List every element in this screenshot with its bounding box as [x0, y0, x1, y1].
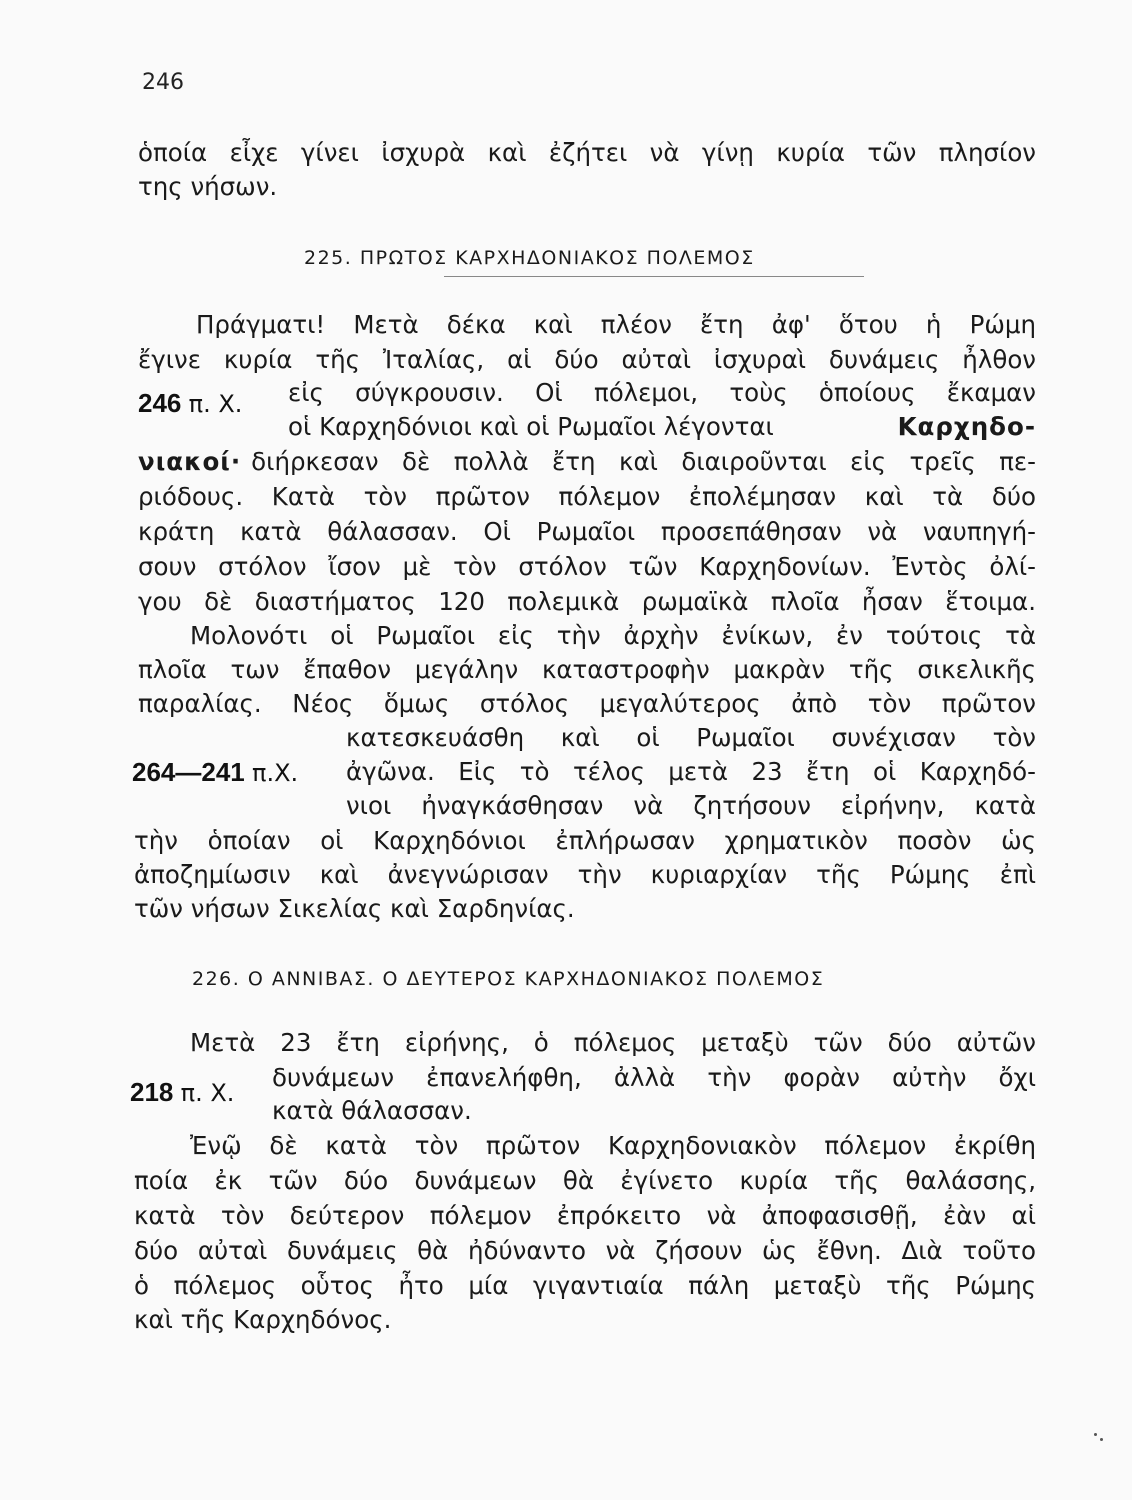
s225-line-5-text: διήρκεσαν δὲ πολλὰ ἔτη καὶ διαιροῦνται εἰς τρεῖς πε- — [251, 447, 1036, 476]
s225-line-16: τὴν ὁποίαν οἱ Καρχηδόνιοι ἐπλήρωσαν χρηματικὸν ποσὸν ὡς — [134, 826, 1036, 855]
margin-date-264-241-num: 264—241 — [132, 757, 245, 787]
s225-line-12: παραλίας. Νέος ὅμως στόλος μεγαλύτερος ἀπὸ τὸν πρῶτον — [138, 689, 1036, 718]
term-karchedoniakoi: Καρχηδο- — [897, 412, 1036, 441]
margin-date-246-era: π. Χ. — [188, 390, 243, 418]
s225-line-6: ριόδους. Κατὰ τὸν πρῶτον πόλεμον ἐπολέμησαν καὶ τὰ δύο — [138, 482, 1036, 511]
margin-date-264-241-era: π.Χ. — [252, 759, 299, 787]
s225-line-1: Πράγματι! Μετὰ δέκα καὶ πλέον ἔτη ἀφ' ὅτου ἡ Ρώμη — [196, 310, 1036, 339]
s225-line-9: γου δὲ διαστήματος 120 πολεμικὰ ρωμαϊκὰ πλοῖα ἦσαν ἕτοιμα. — [138, 587, 1036, 616]
s225-line-8: σουν στόλον ἴσον μὲ τὸν στόλον τῶν Καρχηδονίων. Ἐντὸς ὀλί- — [138, 552, 1036, 581]
margin-date-218-num: 218 — [130, 1077, 174, 1107]
s225-line-11: πλοῖα των ἔπαθον μεγάλην καταστροφὴν μακρὰν τῆς σικελικῆς — [138, 655, 1036, 684]
s225-line-14: ἀγῶνα. Εἰς τὸ τέλος μετὰ 23 ἔτη οἱ Καρχηδό- — [346, 757, 1036, 786]
s225-line-13: κατεσκευάσθη καὶ οἱ Ρωμαῖοι συνέχισαν τὸν — [346, 723, 1036, 752]
s226-line-9: καὶ τῆς Καρχηδόνος. — [134, 1305, 392, 1334]
s225-line-10: Μολονότι οἱ Ρωμαῖοι εἰς τὴν ἀρχὴν ἐνίκων, ἐν τούτοις τὰ — [190, 621, 1036, 650]
scan-speck — [1094, 1433, 1097, 1436]
s226-line-7: δύο αὐταὶ δυνάμεις θὰ ἠδύναντο νὰ ζήσουν ὡς ἔθνη. Διὰ τοῦτο — [134, 1236, 1036, 1265]
s226-line-5: ποία ἐκ τῶν δύο δυνάμεων θὰ ἐγίνετο κυρία τῆς θαλάσσης, — [134, 1166, 1036, 1195]
s226-line-8: ὁ πόλεμος οὗτος ἦτο μία γιγαντιαία πάλη μεταξὺ τῆς Ρώμης — [134, 1271, 1036, 1300]
intro-line-2: της νήσων. — [138, 172, 278, 201]
s225-line-3: εἰς σύγκρουσιν. Οἱ πόλεμοι, τοὺς ὁποίους ἔκαμαν — [288, 378, 1036, 407]
s226-line-2: δυνάμεων ἐπανελήφθη, ἀλλὰ τὴν φορὰν αὐτὴν ὄχι — [272, 1063, 1036, 1092]
section-225-heading: 225. ΠΡΩΤΟΣ ΚΑΡΧΗΔΟΝΙΑΚΟΣ ΠΟΛΕΜΟΣ — [304, 247, 755, 269]
scan-speck — [1100, 1438, 1103, 1441]
s225-line-7: κράτη κατὰ θάλασσαν. Οἱ Ρωμαῖοι προσεπάθησαν νὰ ναυπηγή- — [138, 517, 1036, 546]
page-number: 246 — [142, 70, 184, 95]
s226-line-1: Μετὰ 23 ἔτη εἰρήνης, ὁ πόλεμος μεταξὺ τῶν δύο αὐτῶν — [190, 1028, 1036, 1057]
s226-line-3: κατὰ θάλασσαν. — [272, 1096, 472, 1125]
s225-line-2: ἔγινε κυρία τῆς Ἰταλίας, αἱ δύο αὐταὶ ἰσχυραὶ δυνάμεις ἦλθον — [138, 345, 1036, 374]
intro-line-1: ὁποία εἶχε γίνει ἰσχυρὰ καὶ ἐζήτει νὰ γίνῃ κυρία τῶν πλησίον — [138, 138, 1036, 167]
margin-date-218-era: π. Χ. — [180, 1079, 235, 1107]
margin-date-246 — [138, 388, 242, 419]
margin-date-218 — [130, 1077, 234, 1108]
s225-line-4 — [288, 412, 1036, 442]
s226-line-6: κατὰ τὸν δεύτερον πόλεμον ἐπρόκειτο νὰ ἀποφασισθῇ, ἐὰν αἱ — [134, 1201, 1036, 1230]
margin-date-264-241 — [132, 757, 298, 788]
s226-line-4: Ἐνῷ δὲ κατὰ τὸν πρῶτον Καρχηδονιακὸν πόλεμον ἐκρίθη — [190, 1131, 1036, 1160]
term-karchedoniakoi-end: νιακοί· — [138, 447, 242, 476]
section-225-heading-rule — [444, 276, 864, 277]
section-226-heading: 226. Ο ΑΝΝΙΒΑΣ. Ο ΔΕΥΤΕΡΟΣ ΚΑΡΧΗΔΟΝΙΑΚΟΣ ΠΟΛΕΜΟΣ — [192, 968, 825, 990]
s225-line-15: νιοι ἠναγκάσθησαν νὰ ζητήσουν εἰρήνην, κατὰ — [346, 791, 1036, 820]
s225-line-5 — [138, 447, 1036, 477]
s225-line-18: τῶν νήσων Σικελίας καὶ Σαρδηνίας. — [134, 894, 575, 923]
margin-date-246-num: 246 — [138, 388, 182, 418]
s225-line-4-text: οἱ Καρχηδόνιοι καὶ οἱ Ρωμαῖοι λέγονται — [288, 412, 774, 441]
s225-line-17: ἀποζημίωσιν καὶ ἀνεγνώρισαν τὴν κυριαρχίαν τῆς Ρώμης ἐπὶ — [134, 860, 1036, 889]
